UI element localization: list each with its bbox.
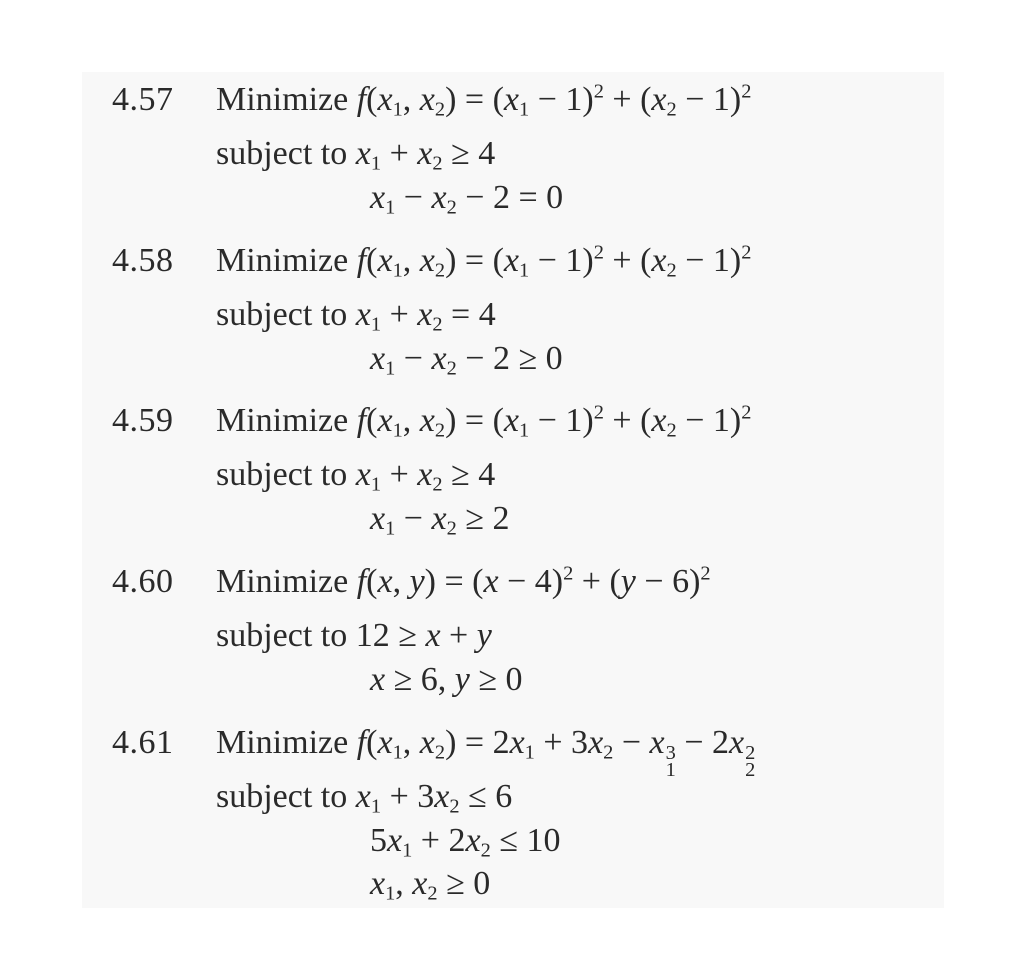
objective-line: [216, 723, 756, 782]
constraint-line: [370, 660, 523, 700]
objective-line: [216, 241, 751, 281]
subject-to-label: subject to: [216, 296, 348, 333]
constraint-expression: $5x_1 + 2x_2 \le 10$: [370, 822, 561, 862]
constraint-expression: x ≥ 6, y ≥ 0: [370, 661, 523, 698]
objective-prefix: Minimize: [216, 81, 349, 118]
constraint-line: [370, 178, 563, 218]
objective-prefix: Minimize: [216, 724, 349, 761]
objective-line: [216, 80, 751, 120]
problem-number: 4.58: [112, 242, 174, 279]
objective-prefix: Minimize: [216, 242, 349, 279]
objective-prefix: Minimize: [216, 402, 349, 439]
constraint-line: [370, 864, 490, 904]
constraint-expression: $x_1 + x_2 \ge 4$: [355, 456, 496, 496]
constraint-expression: $x_1 - x_2 \ge 2$: [370, 500, 510, 540]
constraint-expression: 12 ≥ x + y: [355, 617, 492, 654]
subject-to-label: subject to: [216, 135, 348, 172]
constraint-line: [216, 777, 512, 817]
constraint-line: [370, 339, 563, 379]
constraint-expression: $x_1 + x_2 = 4$: [355, 296, 496, 336]
subject-to-label: subject to: [216, 456, 348, 493]
constraint-expression: $x_1 - x_2 - 2 \ge 0$: [370, 340, 563, 380]
constraint-line: [216, 455, 495, 495]
objective-expression: $f(x_1$, $x_2) = (x_1 - 1)^2 + (x_2 - 1)^2$: [356, 80, 752, 121]
constraint-line: [370, 499, 509, 539]
problem-number: 4.60: [112, 563, 174, 600]
constraint-line: [216, 295, 496, 335]
document-page: [82, 72, 944, 908]
objective-expression: $f(x_1$, $x_2) = (x_1 - 1)^2 + (x_2 - 1)^2$: [356, 401, 752, 442]
objective-expression: f(x, $y) = (x - 4)^2 + (y - 6)^2$: [356, 562, 711, 600]
objective-line: [216, 562, 711, 602]
constraint-line: [216, 616, 492, 656]
constraint-expression: $x_1 + 3x_2 \le 6$: [355, 778, 513, 818]
problem-number: 4.61: [112, 724, 174, 761]
constraint-expression: $x_1 + x_2 \ge 4$: [355, 135, 496, 175]
subject-to-label: subject to: [216, 617, 348, 654]
objective-prefix: Minimize: [216, 563, 349, 600]
objective-expression: $f(x_1$, $x_2) = 2x_1 + 3x_2 - x$ 3 1 − 2x 2 2: [356, 724, 756, 782]
problem-number: 4.57: [112, 81, 174, 118]
constraint-expression: $x_1$, $x_2 \ge 0$: [370, 865, 491, 905]
objective-line: [216, 401, 751, 441]
subject-to-label: subject to: [216, 778, 348, 815]
constraint-expression: $x_1 - x_2 - 2 = 0$: [370, 179, 564, 219]
constraint-line: [216, 134, 495, 174]
problem-number: 4.59: [112, 402, 174, 439]
constraint-line: [370, 821, 560, 861]
objective-expression: $f(x_1$, $x_2) = (x_1 - 1)^2 + (x_2 - 1)^2$: [356, 241, 752, 282]
